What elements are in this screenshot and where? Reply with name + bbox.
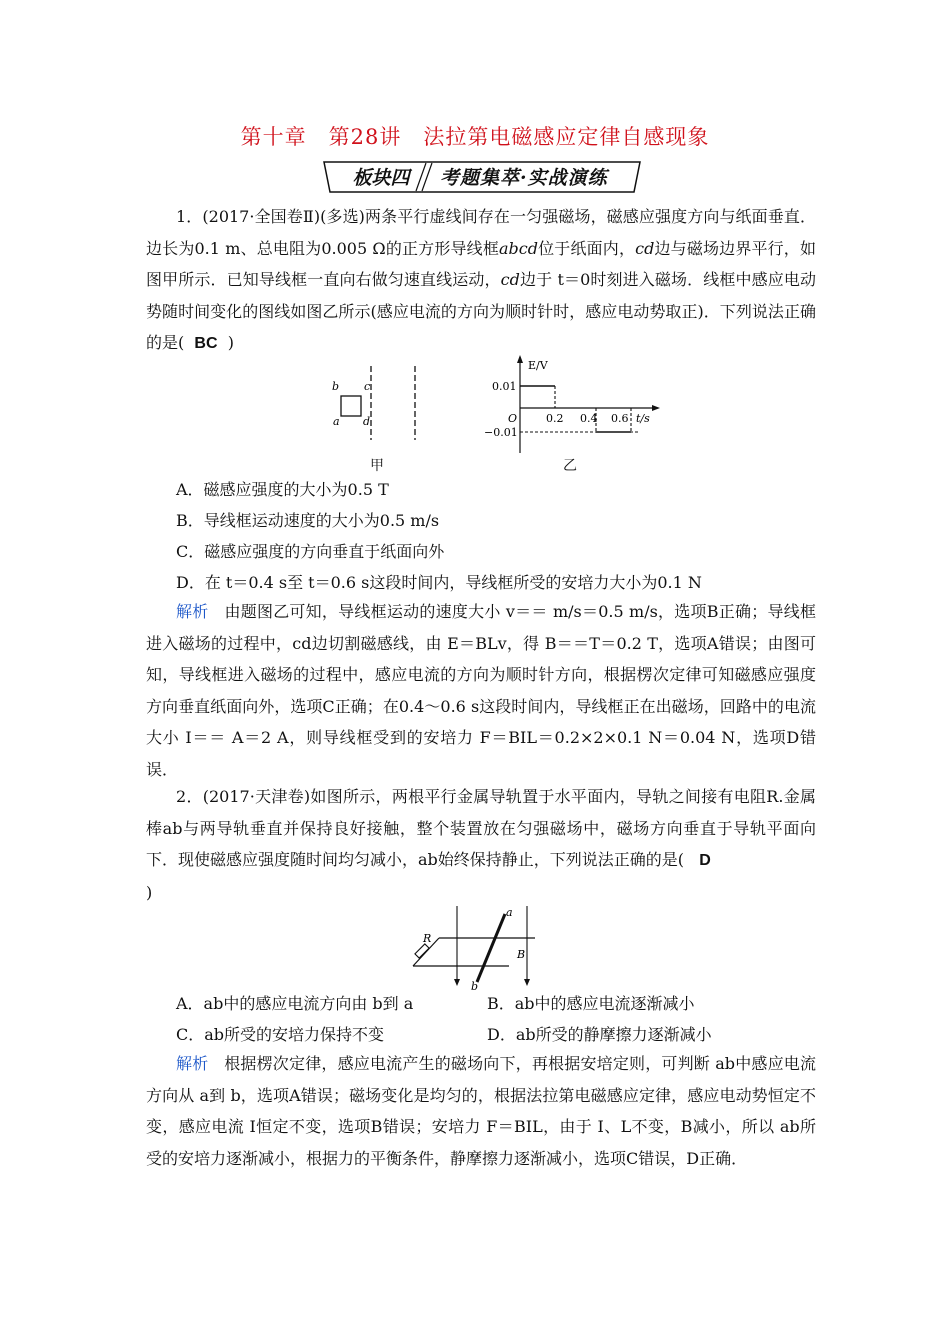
q2-option-a: A．ab中的感应电流方向由 b到 a <box>176 994 414 1013</box>
fig-b-y-pos: 0.01 <box>492 380 517 393</box>
fig-b-origin: O <box>508 412 518 425</box>
banner-left-label: 板块四 <box>352 166 410 189</box>
fig-b-x1: 0.2 <box>546 412 564 425</box>
q1-analysis-label: 解析 <box>176 602 209 621</box>
q1-figure-b <box>478 353 663 458</box>
q2-stem <box>146 781 816 908</box>
fig-q2-label-a: a <box>506 906 513 919</box>
fig-q2-label-r: R <box>423 932 432 945</box>
q1-stem-part: ) <box>227 333 234 352</box>
q2-option-d: D．ab所受的静摩擦力逐渐减小 <box>487 1025 712 1044</box>
q1-stem-cd: cd <box>500 270 520 289</box>
q1-stem <box>146 201 816 360</box>
q2-option-c: C．ab所受的安培力保持不变 <box>176 1025 385 1044</box>
q1-option-b: B．导线框运动速度的大小为0.5 m/s <box>176 511 440 530</box>
q1-stem-part: 边与磁场边界平行，如图甲所示．已知导线框一直向右做匀速直线运动， <box>146 238 816 289</box>
page-title: 第十章 第28讲 法拉第电磁感应定律自感现象 <box>240 125 710 149</box>
q1-answer: BC <box>194 335 218 352</box>
fig-a-label-a: a <box>333 415 340 428</box>
section-banner <box>318 160 646 194</box>
q1-stem-part: 1．(2017·全国卷Ⅱ)(多选)两条平行虚线间存在一匀强磁场，磁感应强度方向与纸面垂直．边长为0.1 m、总电阻为0.005 Ω的正方形导线框 <box>146 207 816 258</box>
q2-option-b: B．ab中的感应电流逐渐减小 <box>487 994 695 1013</box>
q2-stem-text: 2．(2017·天津卷)如图所示，两根平行金属导轨置于水平面内，导轨之间接有电阻R.金属棒ab与两导轨垂直并保持良好接触，整个装置放在匀强磁场中，磁场方向垂直于导轨平面向下．现使磁感应强度随时间均匀减小，ab始终保持静止，下列说法正确的是( <box>146 787 816 869</box>
q2-figure <box>405 900 555 992</box>
fig-b-xlabel: t/s <box>636 412 650 425</box>
q1-stem-part: 边于 t＝0时刻进入磁场．线框中感应电动势随时间变化的图线如图乙所示(感应电流的方向为顺时针时，感应电动势取正)．下列说法正确的是( <box>146 270 816 352</box>
fig-q2-label-field: B <box>517 948 526 961</box>
banner-right-label: 考题集萃·实战演练 <box>440 166 608 189</box>
q1-stem-abcd: abcd <box>498 238 538 258</box>
q2-analysis-label: 解析 <box>176 1054 209 1073</box>
q1-option-c: C．磁感应强度的方向垂直于纸面向外 <box>176 542 445 561</box>
fig-a-label-b: b <box>332 380 340 393</box>
q2-answer: D <box>699 852 711 869</box>
fig-b-y-neg: −0.01 <box>484 426 518 439</box>
q1-figure-a-caption: 甲 <box>370 458 384 474</box>
fig-a-label-c: c <box>364 380 371 393</box>
q1-option-d: D．在 t＝0.4 s至 t＝0.6 s这段时间内，导线框所受的安培力大小为0.1 N <box>176 573 702 592</box>
q2-analysis-text: 根据楞次定律，感应电流产生的磁场向下，再根据安培定则，可判断 ab中感应电流方向从 a到 b，选项A错误；磁场变化是均匀的，根据法拉第电磁感应定律，感应电动势恒定不变，感应电流 I恒定不变，选项B错误；安培力 F＝BIL，由于 I、L不变，B减小，所以 ab所受的安培力逐渐减小，根据力的平衡条件，静摩擦力逐渐减小，选项C错误，D正确． <box>146 1054 816 1168</box>
fig-a-label-d: d <box>363 415 371 428</box>
q1-analysis <box>146 596 816 785</box>
q1-figure-a <box>325 358 425 448</box>
q1-stem-part: 位于纸面内， <box>537 238 636 258</box>
fig-b-ylabel: E/V <box>528 359 548 372</box>
q1-option-a: A．磁感应强度的大小为0.5 T <box>176 480 389 499</box>
q1-analysis-text: 由题图乙可知，导线框运动的速度大小 v＝＝ m/s＝0.5 m/s，选项B正确；导线框进入磁场的过程中，cd边切割磁感线，由 E＝BLv，得 B＝＝T＝0.2 T，选项A错误；由图可知，导线框进入磁场的过程中，感应电流的方向为顺时针方向，根据楞次定律可知磁感应强度方向垂直纸面向外，选项C正确；在0.4～0.6 s这段时间内，导线框正在出磁场，回路中的电流大小 I＝＝ A＝2 A，则导线框受到的安培力 F＝BIL＝0.2×2×0.1 N＝0.04 N，选项D错误． <box>146 602 816 779</box>
q2-analysis <box>146 1048 816 1174</box>
q1-figure-b-caption: 乙 <box>563 458 577 474</box>
q2-stem-end: ) <box>146 882 153 902</box>
fig-b-x3: 0.6 <box>611 412 629 425</box>
fig-q2-label-b: b <box>471 980 479 992</box>
q1-stem-cd: cd <box>635 238 655 258</box>
fig-b-x2: 0.4 <box>580 412 598 425</box>
